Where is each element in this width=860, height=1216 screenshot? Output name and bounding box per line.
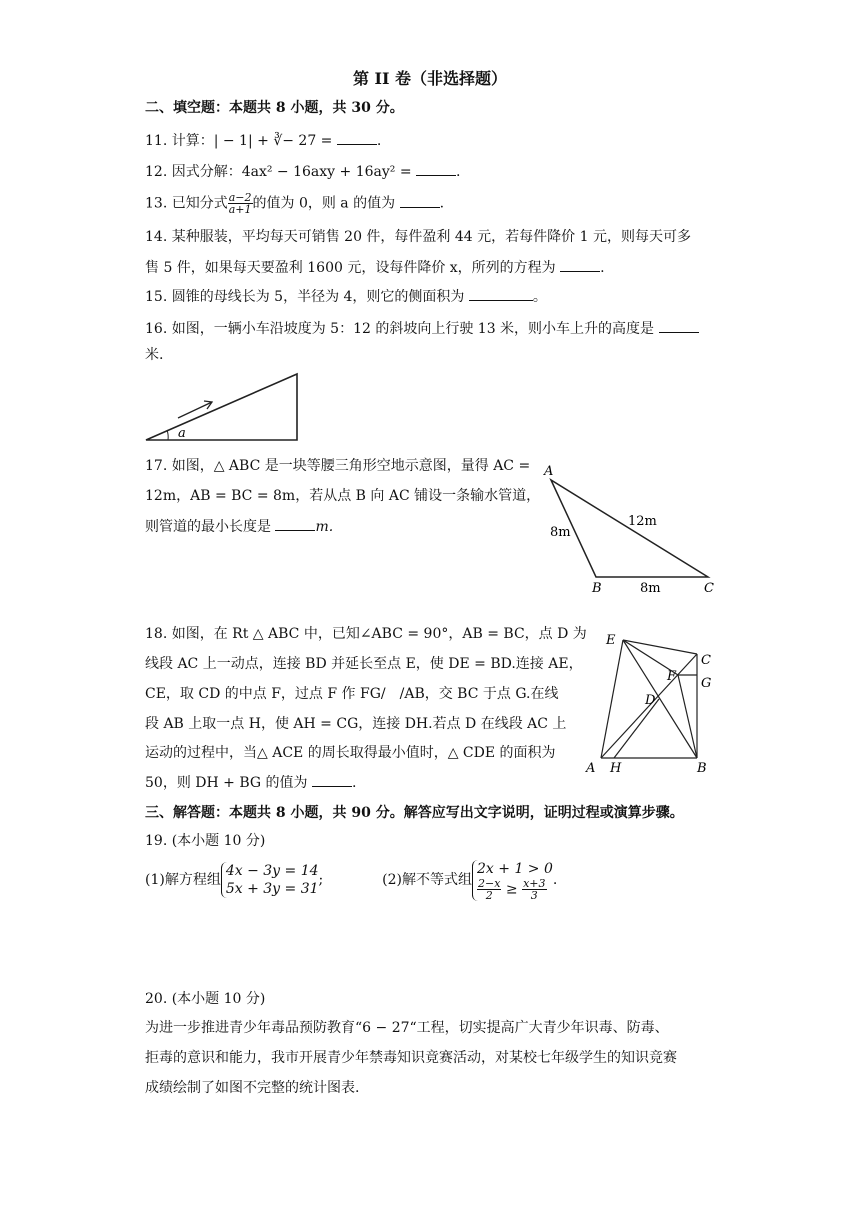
label-a: A bbox=[544, 464, 554, 479]
angle-label: a bbox=[178, 426, 186, 441]
label-a: A bbox=[586, 761, 596, 776]
section-3-heading: 三、解答题：本题共 8 小题，共 90 分。解答应写出文字说明，证明过程或演算步骤。 bbox=[145, 805, 684, 821]
q17-end: m. bbox=[315, 519, 334, 535]
q19-ineq2-right-num: x+3 bbox=[523, 876, 546, 890]
q19-part1-label: (1)解方程组 bbox=[145, 872, 221, 888]
question-18-line-5: 运动的过程中，当△ ACE 的周长取得最小值时，△ CDE 的面积为 bbox=[145, 745, 556, 761]
segment-fb bbox=[678, 675, 697, 758]
question-16-line-2: 米. bbox=[145, 347, 164, 363]
label-d: D bbox=[645, 693, 656, 708]
question-14-line-1: 14. 某种服装，平均每天可销售 20 件，每件盈利 44 元，若每件降价 1 元，则每天可多 bbox=[145, 229, 691, 245]
q19-eq1: 4x − 3y = 14 bbox=[225, 863, 319, 879]
q14-blank[interactable] bbox=[560, 257, 600, 272]
q11-text: 11. 计算：| − 1| + ∛− 27 = bbox=[145, 133, 333, 149]
question-18-line-2: 线段 AC 上一动点，连接 BD 并延长至点 E，使 DE = BD.连接 AE， bbox=[145, 656, 583, 672]
q16-slope-figure bbox=[140, 368, 310, 448]
q13-end: . bbox=[439, 195, 445, 212]
question-20-line-1: 为进一步推进青少年毒品预防教育“6 − 27“工程，切实提高广大青少年识毒、防毒、 bbox=[145, 1020, 669, 1036]
question-17-line-2: 12m，AB = BC = 8m，若从点 B 向 AC 铺设一条输水管道， bbox=[145, 488, 541, 504]
q13-blank[interactable] bbox=[400, 193, 440, 208]
q13-denominator: a+1 bbox=[228, 203, 252, 216]
q15-text: 15. 圆锥的母线长为 5，半径为 4，则它的侧面积为 bbox=[145, 289, 465, 305]
q19-eq2: 5x + 3y = 31 bbox=[225, 881, 319, 897]
q13-fraction bbox=[228, 192, 253, 215]
direction-arrow-line bbox=[178, 402, 212, 418]
q19-part2-label: (2)解不等式组 bbox=[382, 872, 473, 888]
label-bc-length: 8m bbox=[640, 581, 661, 596]
q19-ineq2-op: ≥ bbox=[505, 881, 518, 897]
section-2-heading: 二、填空题：本题共 8 小题，共 30 分。 bbox=[145, 100, 404, 116]
question-17-line-3 bbox=[145, 516, 333, 537]
q11-end: . bbox=[376, 133, 382, 149]
question-16-line-1 bbox=[145, 318, 699, 339]
q18-geometry-figure bbox=[580, 628, 720, 778]
q19-ineq2-left-num: 2−x bbox=[478, 876, 501, 890]
question-15 bbox=[145, 286, 547, 307]
label-g: G bbox=[701, 676, 712, 691]
q19-part2-end: . bbox=[552, 872, 558, 888]
q12-end: . bbox=[456, 164, 461, 180]
label-b: B bbox=[697, 761, 707, 776]
question-18-line-6 bbox=[145, 772, 356, 793]
q15-blank[interactable] bbox=[469, 286, 533, 301]
question-19-parts bbox=[145, 858, 557, 902]
label-c: C bbox=[701, 653, 711, 668]
question-13 bbox=[145, 192, 444, 215]
q12-text: 12. 因式分解：4ax² − 16axy + 16ay² = bbox=[145, 164, 412, 180]
slope-triangle bbox=[146, 374, 297, 440]
q14-line2-text: 售 5 件，如果每天要盈利 1600 元，设每件降价 x，所列的方程为 bbox=[145, 260, 556, 276]
q19-ineq2-left-den: 2 bbox=[485, 888, 493, 902]
question-18-line-1: 18. 如图，在 Rt △ ABC 中，已知∠ABC = 90°，AB = BC，点 D 为 bbox=[145, 626, 587, 642]
label-f: F bbox=[667, 669, 677, 684]
q13-numerator: a−2 bbox=[228, 191, 252, 204]
label-c: C bbox=[704, 581, 714, 596]
question-12 bbox=[145, 161, 460, 182]
q19-ineq2-right-den: 3 bbox=[530, 888, 538, 902]
q11-blank[interactable] bbox=[337, 130, 377, 145]
page-title: 第 II 卷（非选择题） bbox=[352, 69, 508, 88]
question-20-line-3: 成绩绘制了如图不完整的统计图表. bbox=[145, 1080, 360, 1096]
q15-end: 。 bbox=[532, 289, 547, 305]
question-11 bbox=[145, 130, 381, 151]
q18-line6-text: 50，则 DH + BG 的值为 bbox=[145, 775, 308, 791]
q19-ineq1: 2x + 1 > 0 bbox=[477, 860, 553, 877]
q17-triangle-figure bbox=[536, 455, 726, 600]
segment-eb bbox=[623, 640, 697, 758]
q12-blank[interactable] bbox=[416, 161, 456, 176]
q18-end: . bbox=[351, 775, 357, 791]
question-20-line-2: 拒毒的意识和能力，我市开展青少年禁毒知识竟赛活动，对某校七年级学生的知识竞赛 bbox=[145, 1050, 677, 1066]
label-b: B bbox=[592, 581, 602, 596]
q19-part1-end: ; bbox=[318, 872, 324, 888]
question-18-line-4: 段 AB 上取一点 H，使 AH = CG，连接 DH.若点 D 在线段 AC 上 bbox=[145, 716, 567, 732]
label-ac-length: 12m bbox=[628, 514, 657, 529]
q17-blank[interactable] bbox=[275, 516, 315, 531]
q16-blank[interactable] bbox=[659, 318, 699, 333]
q13-post: 的值为 0，则 a 的值为 bbox=[252, 195, 396, 212]
q14-end: . bbox=[600, 260, 605, 276]
label-e: E bbox=[606, 633, 616, 648]
question-17-line-1: 17. 如图，△ ABC 是一块等腰三角形空地示意图，量得 AC = bbox=[145, 458, 531, 474]
question-18-line-3: CE，取 CD 的中点 F，过点 F 作 FG/ /AB，交 BC 于点 G.在线 bbox=[145, 686, 559, 702]
q18-blank[interactable] bbox=[312, 772, 352, 787]
q13-pre: 13. 已知分式 bbox=[145, 195, 228, 212]
question-19-heading: 19. (本小题 10 分) bbox=[145, 833, 266, 849]
label-h: H bbox=[610, 761, 622, 776]
angle-arc bbox=[167, 430, 168, 440]
q17-line3-text: 则管道的最小长度是 bbox=[145, 519, 271, 535]
segment-ea bbox=[601, 640, 623, 758]
q16-line1-text: 16. 如图，一辆小车沿坡度为 5：12 的斜坡向上行驶 13 米，则小车上升的高度是 bbox=[145, 321, 655, 337]
q19-equation-system bbox=[221, 862, 319, 898]
question-14-line-2 bbox=[145, 257, 605, 278]
q19-inequality-system bbox=[472, 860, 553, 901]
label-ab-length: 8m bbox=[550, 525, 571, 540]
question-20-heading: 20. (本小题 10 分) bbox=[145, 991, 266, 1007]
